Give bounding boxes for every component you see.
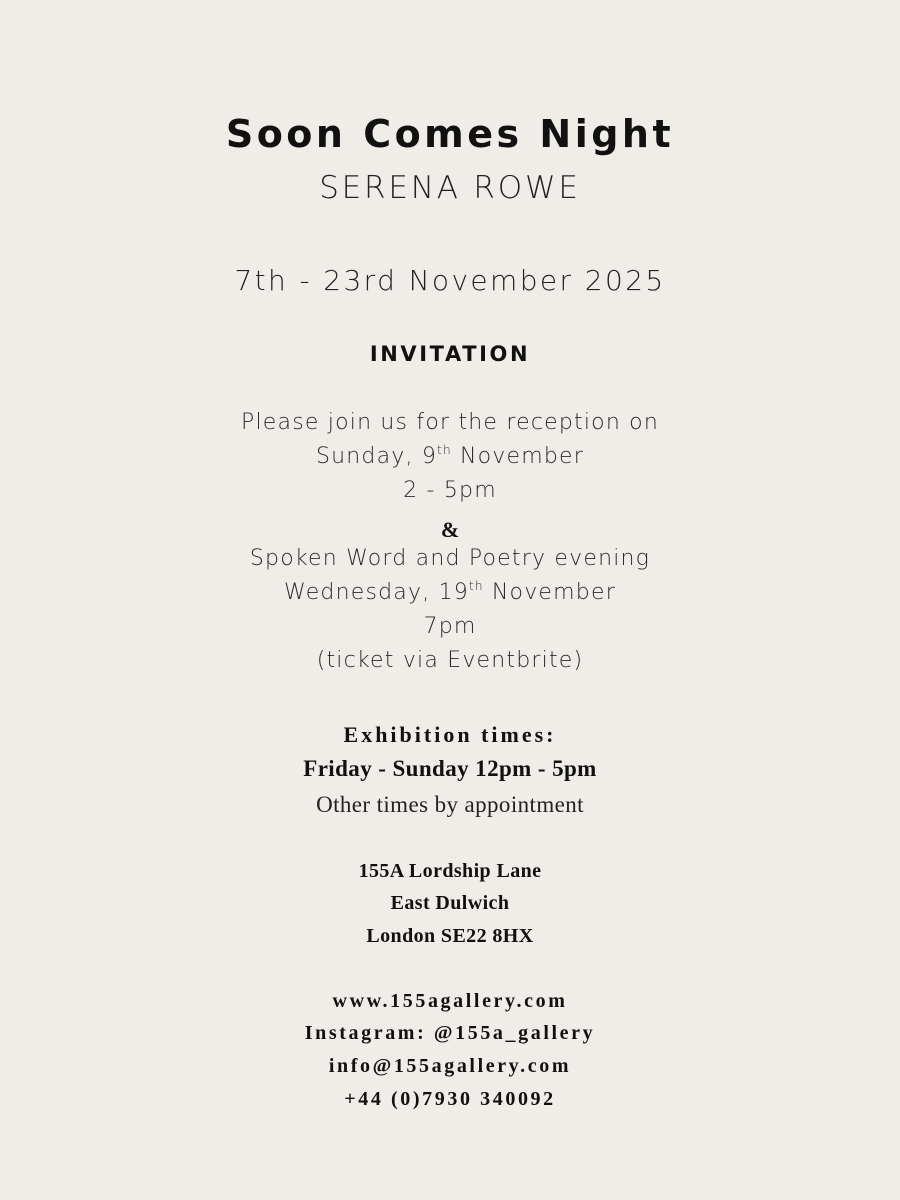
reception-intro: Please join us for the reception on <box>241 410 659 435</box>
artist-name: SERENA ROWE <box>319 170 581 206</box>
website-link[interactable]: www.155agallery.com <box>332 990 568 1012</box>
phone-number[interactable]: +44 (0)7930 340092 <box>344 1088 556 1110</box>
poetry-evening-title: Spoken Word and Poetry evening <box>249 546 651 571</box>
reception-day-suffix: November <box>451 444 585 469</box>
exhibition-title: Soon Comes Night <box>225 112 675 156</box>
poetry-day-ordinal: th <box>468 579 484 593</box>
address-line-1: 155A Lordship Lane <box>358 860 542 882</box>
address-line-3: London SE22 8HX <box>366 925 534 947</box>
poetry-evening-day <box>0 580 900 605</box>
reception-time: 2 - 5pm <box>403 478 497 503</box>
exhibition-hours: Friday - Sunday 12pm - 5pm <box>303 756 597 781</box>
ampersand: & <box>440 517 460 542</box>
poetry-day-prefix: Wednesday, 19 <box>284 580 469 605</box>
reception-day-prefix: Sunday, 9 <box>315 444 438 469</box>
exhibition-other-times: Other times by appointment <box>316 792 584 817</box>
exhibition-dates: 7th - 23rd November 2025 <box>234 264 666 297</box>
reception-day <box>0 444 900 469</box>
poetry-evening-time: 7pm <box>423 614 477 639</box>
poetry-day-suffix: November <box>483 580 616 605</box>
poetry-ticket-note: (ticket via Eventbrite) <box>316 648 584 673</box>
address-line-2: East Dulwich <box>390 892 510 914</box>
exhibition-times-heading: Exhibition times: <box>343 722 557 747</box>
invitation-heading: INVITATION <box>369 342 531 366</box>
reception-day-ordinal: th <box>437 443 452 457</box>
instagram-handle[interactable]: Instagram: @155a_gallery <box>304 1022 596 1044</box>
email-link[interactable]: info@155agallery.com <box>328 1055 572 1077</box>
